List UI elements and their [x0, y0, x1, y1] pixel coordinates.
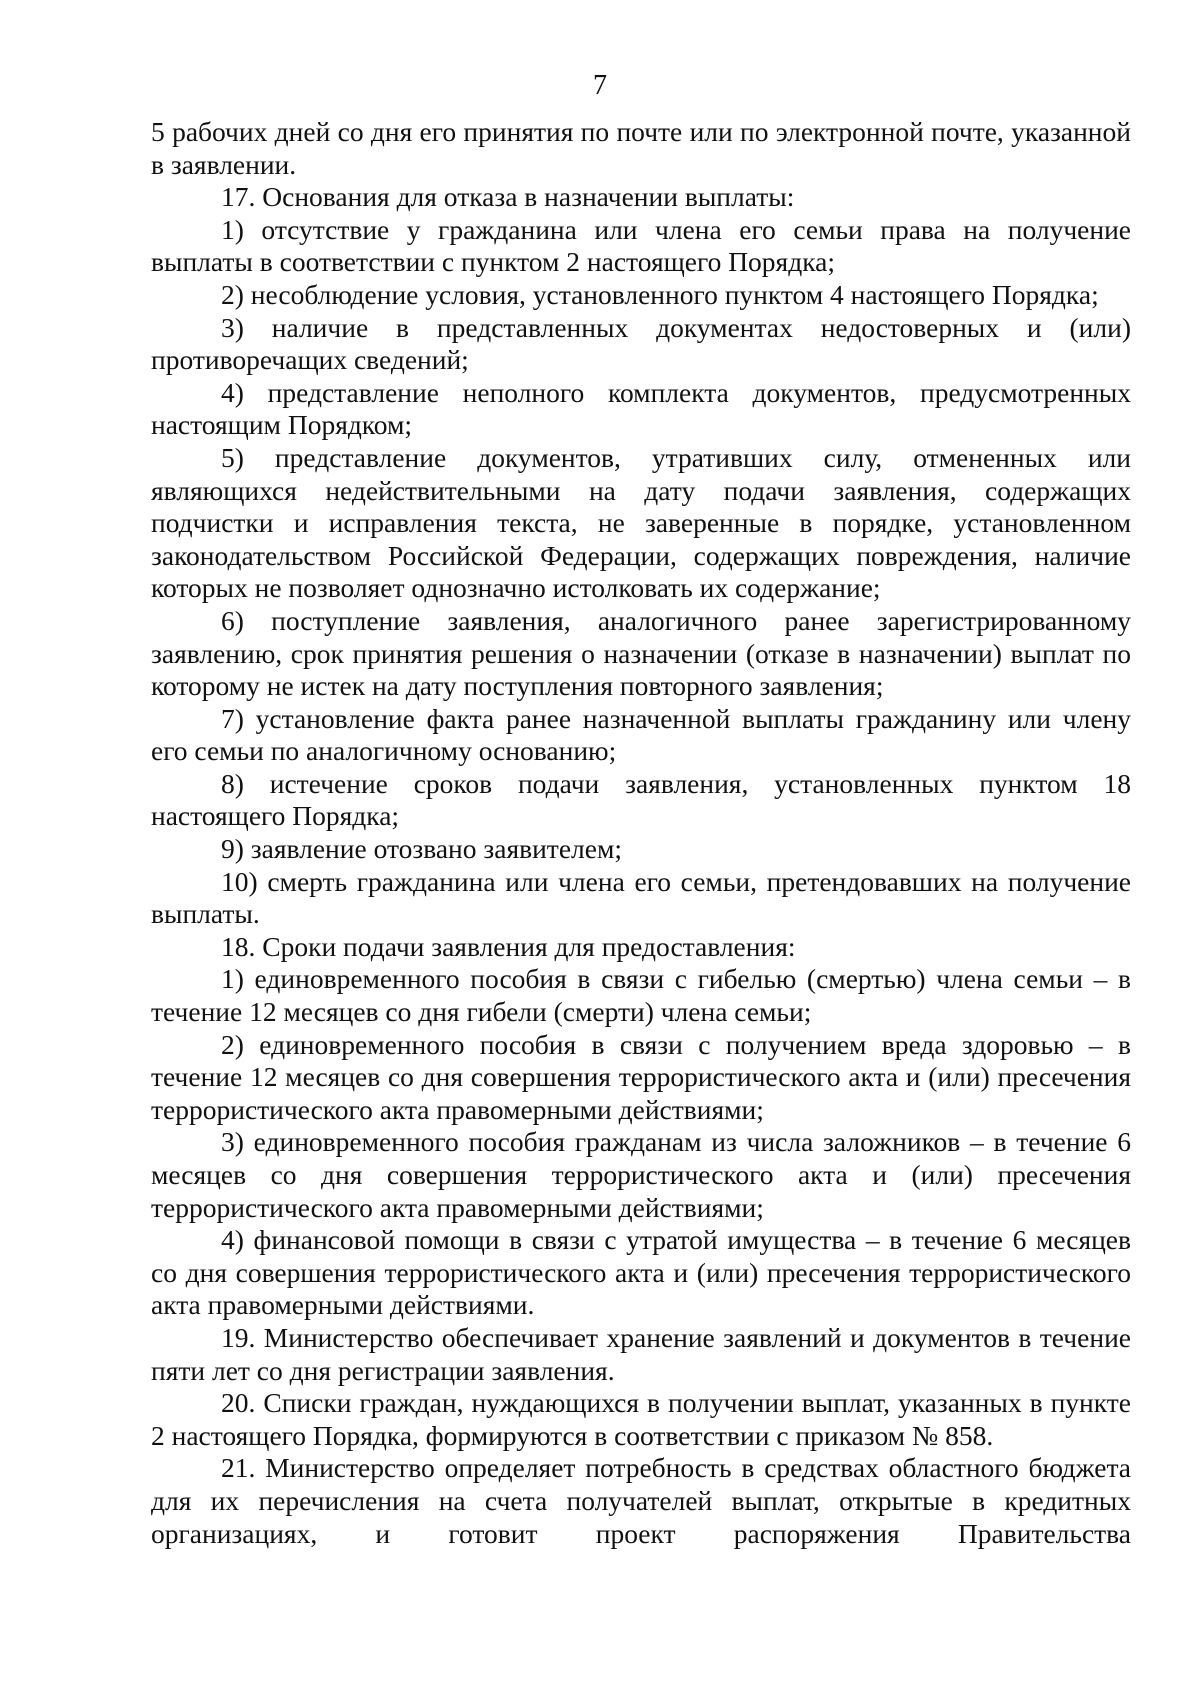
- clause-19: 19. Министерство обеспечивает хранение заявлений и документов в течение пяти лет со дня регистрации заявления.: [151, 1321, 1131, 1386]
- clause-17-heading: 17. Основания для отказа в назначении выплаты:: [221, 181, 795, 213]
- clause-17-item-2: 2) несоблюдение условия, установленного пунктом 4 настоящего Порядка;: [221, 278, 1099, 310]
- clause-21: 21. Министерство определяет потребность в средствах областного бюджета для их перечисления на счета получателей выплат, открытые в кредитных организациях, и готовит проект распоряжения Правительства: [151, 1452, 1131, 1549]
- clause-17-item-1: 1) отсутствие у гражданина или члена его семьи права на получение выплаты в соответствии с пунктом 2 настоящего Порядка;: [151, 213, 1131, 278]
- clause-18-item-1: 1) единовременного пособия в связи с гибелью (смертью) члена семьи – в течение 12 месяцев со дня гибели (смерти) члена семьи;: [151, 963, 1131, 1028]
- clause-17-item-7: 7) установление факта ранее назначенной выплаты гражданину или члену его семьи по аналогичному основанию;: [151, 702, 1131, 767]
- clause-17-item-10: 10) смерть гражданина или члена его семьи, претендовавших на получение выплаты.: [151, 865, 1131, 930]
- clause-17-item-9: 9) заявление отозвано заявителем;: [221, 833, 623, 865]
- clause-18-item-4: 4) финансовой помощи в связи с утратой имущества – в течение 6 месяцев со дня совершения террористического акта и (или) пресечения террористического акта правомерными действиями.: [151, 1224, 1131, 1321]
- clause-17-item-6: 6) поступление заявления, аналогичного ранее зарегистрированному заявлению, срок принятия решения о назначении (отказе в назначении) выплат по которому не истек на дату поступления повторного заявления;: [151, 604, 1131, 702]
- clause-18-item-3: 3) единовременного пособия гражданам из числа заложников – в течение 6 месяцев со дня совершения террористического акта и (или) пресечения террористического акта правомерными действиями;: [151, 1126, 1131, 1223]
- clause-17-item-3: 3) наличие в представленных документах недостоверных и (или) противоречащих сведений;: [151, 311, 1131, 376]
- clause-17-item-5: 5) представление документов, утративших силу, отмененных или являющихся недействительными на дату подачи заявления, содержащих подчистки и исправления текста, не заверенные в порядке, установленном законодательством Российской Федерации, содержащих повреждения, наличие которых не позволяет однозначно истолковать их содержание;: [151, 441, 1131, 604]
- clause-18-item-2: 2) единовременного пособия в связи с получением вреда здоровью – в течение 12 месяцев со дня совершения террористического акта и (или) пресечения террористического акта правомерными действиями;: [151, 1028, 1131, 1125]
- clause-20: 20. Списки граждан, нуждающихся в получении выплат, указанных в пункте 2 настоящего Порядка, формируются в соответствии с приказом № 858.: [151, 1387, 1131, 1451]
- paragraph-continuation: 5 рабочих дней со дня его принятия по почте или по электронной почте, указанной в заявлении.: [151, 116, 1131, 180]
- clause-17-item-8: 8) истечение сроков подачи заявления, установленных пунктом 18 настоящего Порядка;: [151, 767, 1131, 832]
- page-number: 7: [593, 70, 607, 101]
- document-body: [151, 116, 1131, 1550]
- clause-17-item-4: 4) представление неполного комплекта документов, предусмотренных настоящим Порядком;: [151, 376, 1131, 441]
- clause-18-heading: 18. Сроки подачи заявления для предоставления:: [221, 930, 796, 962]
